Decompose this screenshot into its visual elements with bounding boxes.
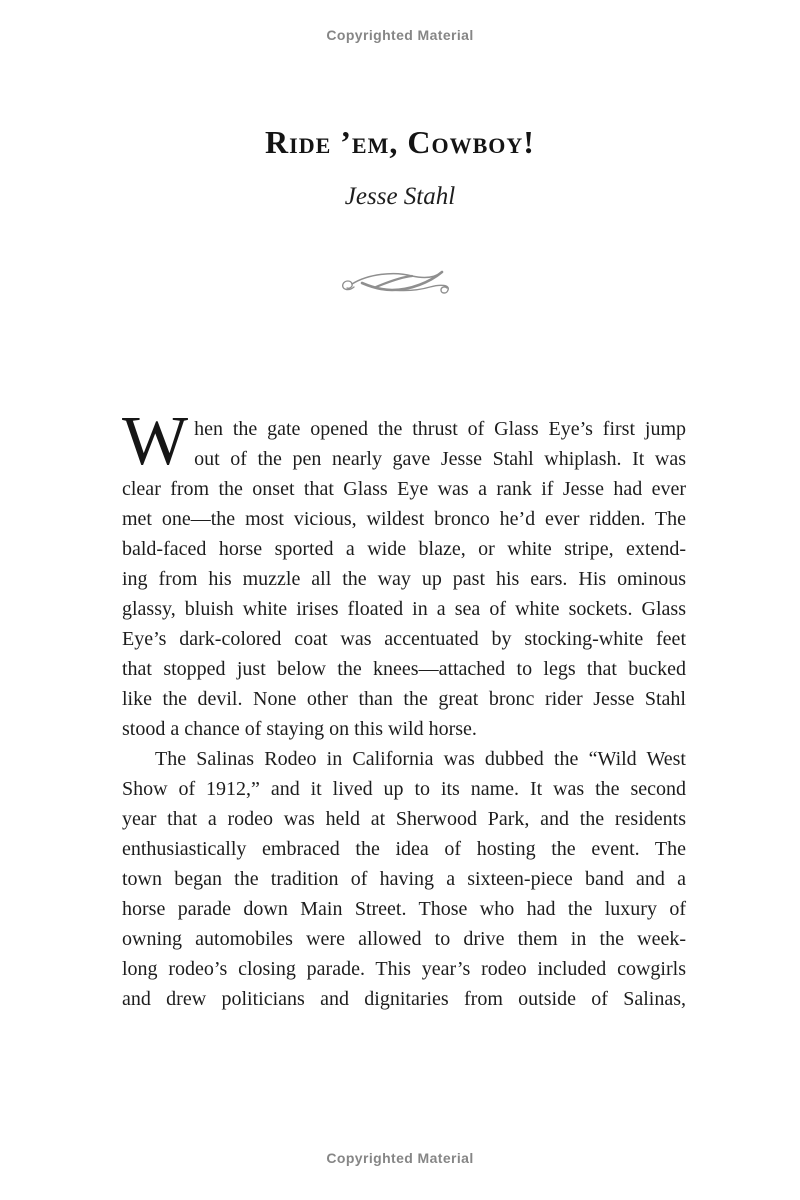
body-line: Eye’s dark-colored coat was accentuated by stocking-white feet xyxy=(122,628,686,650)
body-line: horse parade down Main Street. Those who had the luxury of xyxy=(122,898,686,920)
body-line: The Salinas Rodeo in California was dubbed the “Wild West xyxy=(155,748,686,770)
drop-cap: W xyxy=(122,403,189,480)
body-line: met one—the most vicious, wildest bronco he’d ever ridden. The xyxy=(122,508,686,530)
body-line: out of the pen nearly gave Jesse Stahl whiplash. It was xyxy=(194,448,686,470)
body-line: clear from the onset that Glass Eye was a rank if Jesse had ever xyxy=(122,478,686,500)
body-line: glassy, bluish white irises floated in a sea of white sockets. Glass xyxy=(122,598,686,620)
body-line: year that a rodeo was held at Sherwood Park, and the residents xyxy=(122,808,686,830)
body-text xyxy=(122,403,686,1014)
chapter-title: Ride ’em, Cowboy! xyxy=(265,124,535,160)
body-line: like the devil. None other than the great bronc rider Jesse Stahl xyxy=(122,688,686,710)
body-line: that stopped just below the knees—attached to legs that bucked xyxy=(122,658,686,680)
body-line: bald-faced horse sported a wide blaze, or white stripe, extend- xyxy=(122,538,686,560)
body-line: ing from his muzzle all the way up past his ears. His ominous xyxy=(122,568,686,590)
body-line: Show of 1912,” and it lived up to its name. It was the second xyxy=(122,778,686,800)
copyright-notice-top: Copyrighted Material xyxy=(326,27,474,43)
paragraph xyxy=(122,744,686,1014)
paragraph xyxy=(122,403,686,744)
copyright-notice-bottom: Copyrighted Material xyxy=(326,1150,474,1166)
calligraphic-flourish-icon xyxy=(338,264,462,304)
chapter-subtitle: Jesse Stahl xyxy=(344,183,456,210)
body-line: hen the gate opened the thrust of Glass Eye’s first jump xyxy=(194,418,686,440)
body-line: long rodeo’s closing parade. This year’s rodeo included cowgirls xyxy=(122,958,686,980)
body-line: and drew politicians and dignitaries from outside of Salinas, xyxy=(122,988,686,1010)
body-line: owning automobiles were allowed to drive them in the week- xyxy=(122,928,686,950)
body-line: stood a chance of staying on this wild horse. xyxy=(122,718,477,740)
body-line: enthusiastically embraced the idea of hosting the event. The xyxy=(122,838,686,860)
body-line: town began the tradition of having a sixteen-piece band and a xyxy=(122,868,686,890)
